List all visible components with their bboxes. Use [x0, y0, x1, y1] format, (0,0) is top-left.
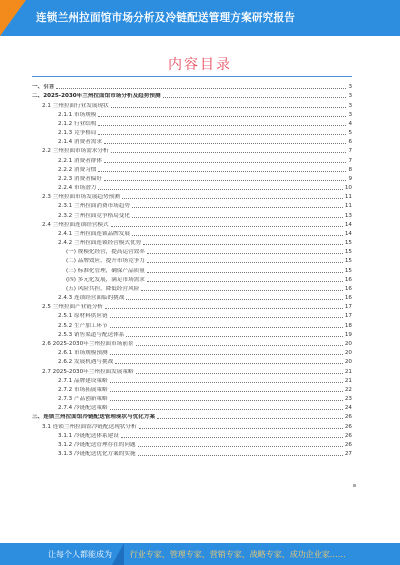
toc-entry[interactable] — [32, 128, 352, 137]
toc-entry-page: 15 — [344, 249, 352, 256]
toc-leader-dots — [126, 299, 343, 300]
toc-leader-dots — [163, 97, 347, 98]
toc-entry-page: 16 — [344, 276, 352, 283]
toc-leader-dots — [104, 180, 346, 181]
toc-leader-dots — [136, 345, 343, 346]
toc-leader-dots — [132, 207, 343, 208]
toc-entry-label: 2.5.1 原材料供应链 — [58, 313, 108, 320]
toc-entry[interactable] — [32, 119, 352, 128]
toc-entry[interactable] — [32, 256, 352, 265]
toc-entry-label: 2.7.3 产品创新策略 — [58, 396, 108, 403]
toc-entry-page: 3 — [348, 102, 352, 109]
toc-entry-page: 7 — [348, 148, 352, 155]
toc-entry-label: 2.4.2 兰州拉面连锁经营模式优势 — [58, 240, 142, 247]
toc-entry-label: 3.1.3 冷链配送优化方案的实施 — [58, 451, 136, 458]
toc-entry-page: 13 — [344, 212, 352, 219]
toc-leader-dots — [110, 391, 343, 392]
toc-leader-dots — [104, 162, 346, 163]
toc-entry-label: 2.7 2025-2030年兰州拉面发展策略 — [42, 368, 134, 375]
toc-leader-dots — [138, 455, 343, 456]
toc-leader-dots — [110, 409, 343, 410]
toc-entry-page: 27 — [344, 451, 352, 458]
toc-entry[interactable] — [32, 146, 352, 155]
toc-entry-page: 19 — [344, 331, 352, 338]
toc-entry[interactable] — [32, 82, 352, 91]
toc-entry-page: 15 — [344, 267, 352, 274]
toc-entry-label: (二) 品牌效应，提升市场竞争力 — [66, 258, 145, 265]
toc-leader-dots — [147, 281, 343, 282]
toc-entry-label: 2.1 兰州拉面行业发展现状 — [42, 102, 109, 109]
toc-entry-page: 21 — [344, 377, 352, 384]
toc-entry-label: 2.5.2 生产加工环节 — [58, 322, 108, 329]
toc-entry[interactable] — [32, 385, 352, 394]
toc-leader-dots — [98, 171, 346, 172]
toc-leader-dots — [136, 373, 343, 374]
toc-entry[interactable] — [32, 431, 352, 440]
toc-entry-page: 3 — [348, 93, 352, 100]
toc-entry-label: 3.1.1 冷链配送体系建设 — [58, 432, 119, 439]
toc-entry-page: 15 — [344, 258, 352, 265]
toc-entry-label: 3.1 连锁兰州拉面馆冷链配送现状分析 — [42, 423, 137, 430]
toc-entry[interactable] — [32, 339, 352, 348]
toc-leader-dots — [98, 125, 346, 126]
toc-entry-page: 11 — [344, 203, 352, 210]
page-marker — [353, 484, 356, 487]
toc-entry-page: 16 — [344, 285, 352, 292]
toc-entry[interactable] — [32, 155, 352, 164]
toc-entry-label: 二、2025-2030年兰州拉面馆市场分析及趋势预测 — [32, 93, 161, 100]
toc-leader-dots — [56, 88, 346, 89]
toc-leader-dots — [98, 116, 346, 117]
toc-entry-page: 5 — [348, 130, 352, 137]
toc-entry-page: 11 — [344, 194, 352, 201]
toc-entry-page: 3 — [348, 84, 352, 91]
toc-entry-page: 14 — [344, 221, 352, 228]
toc-leader-dots — [122, 198, 343, 199]
toc-entry[interactable] — [32, 137, 352, 146]
toc-leader-dots — [147, 253, 343, 254]
footer-bar — [0, 543, 400, 565]
toc-entry[interactable] — [32, 265, 352, 274]
toc-entry[interactable] — [32, 320, 352, 329]
toc-entry-page: 6 — [348, 139, 352, 146]
toc-entry-label: 2.3 兰州拉面市场发展趋势预测 — [42, 194, 120, 201]
toc-leader-dots — [111, 107, 347, 108]
toc-entry-label: 2.7.1 品牌建设策略 — [58, 377, 108, 384]
toc-entry-page: 26 — [344, 423, 352, 430]
toc-leader-dots — [98, 189, 342, 190]
toc-entry-page: 26 — [344, 432, 352, 439]
toc-leader-dots — [110, 382, 343, 383]
toc-entry-page: 8 — [348, 166, 352, 173]
toc-entry-label: 2.7.4 冷链配送策略 — [58, 405, 108, 412]
toc-entry-label: (一) 规模化经营，提高运营效率 — [66, 249, 145, 256]
toc-entry-label: 2.3.1 兰州拉面消费市场趋势 — [58, 203, 130, 210]
toc-entry-page: 7 — [348, 157, 352, 164]
toc-entry-page: 26 — [344, 441, 352, 448]
toc-heading: 内容目录 — [168, 57, 232, 73]
toc-entry-label: 2.6.2 发展机遇与挑战 — [58, 359, 114, 366]
toc-leader-dots — [111, 152, 347, 153]
toc-entry-label: 2.2.4 市场潜力 — [58, 185, 97, 192]
toc-entry[interactable] — [32, 192, 352, 201]
toc-entry-page: 26 — [344, 414, 352, 421]
toc-entry-page: 20 — [344, 350, 352, 357]
toc-entry[interactable] — [32, 275, 352, 284]
toc-entry-page: 10 — [344, 185, 352, 192]
toc-leader-dots — [105, 308, 343, 309]
toc-entry-page: 9 — [348, 175, 352, 182]
toc-leader-dots — [139, 428, 343, 429]
table-of-contents — [32, 82, 352, 458]
toc-entry-label: 2.3.2 兰州拉面竞争格局变化 — [58, 212, 130, 219]
toc-entry-page: 3 — [348, 111, 352, 118]
toc-entry[interactable] — [32, 183, 352, 192]
toc-entry[interactable] — [32, 100, 352, 109]
toc-entry-label: 2.1.1 市场规模 — [58, 111, 97, 118]
toc-entry[interactable] — [32, 394, 352, 403]
toc-entry[interactable] — [32, 247, 352, 256]
toc-entry-page: 14 — [344, 230, 352, 237]
toc-leader-dots — [110, 317, 343, 318]
toc-entry[interactable] — [32, 229, 352, 238]
toc-entry[interactable] — [32, 330, 352, 339]
toc-entry-page: 17 — [344, 304, 352, 311]
toc-entry-page: 15 — [344, 240, 352, 247]
toc-leader-dots — [104, 143, 346, 144]
toc-leader-dots — [132, 217, 343, 218]
toc-entry-label: (三) 标准化管理，确保产品质量 — [66, 267, 145, 274]
toc-entry-label: 2.1.4 消费者需求 — [58, 139, 102, 146]
toc-entry[interactable] — [32, 376, 352, 385]
toc-leader-dots — [126, 336, 343, 337]
toc-entry-label: 2.5 兰州拉面产业链分析 — [42, 304, 104, 311]
toc-leader-dots — [157, 418, 343, 419]
toc-entry-page: 21 — [344, 368, 352, 375]
toc-entry[interactable] — [32, 201, 352, 210]
toc-leader-dots — [110, 354, 343, 355]
toc-entry-label: 2.1.3 竞争格局 — [58, 130, 97, 137]
toc-entry[interactable] — [32, 311, 352, 320]
toc-leader-dots — [110, 327, 343, 328]
toc-entry[interactable] — [32, 165, 352, 174]
document-title: 连锁兰州拉面馆市场分析及冷链配送管理方案研究报告 — [36, 12, 296, 24]
toc-leader-dots — [98, 134, 346, 135]
toc-entry[interactable] — [32, 220, 352, 229]
toc-entry-label: 2.4 兰州拉面连锁经营模式 — [42, 221, 109, 228]
toc-entry[interactable] — [32, 174, 352, 183]
toc-leader-dots — [141, 290, 343, 291]
toc-entry[interactable] — [32, 440, 352, 449]
footer-expertise: 行业专家、管理专家、营销专家、战略专家、成功企业家…… — [129, 550, 346, 559]
toc-entry-label: 2.2 兰州拉面市场需求分析 — [42, 148, 109, 155]
toc-entry-label: 2.2.3 消费者偏好 — [58, 175, 102, 182]
toc-entry-label: 三、连锁兰州拉面馆冷链配送管理现状与优化方案 — [32, 414, 156, 421]
toc-entry[interactable] — [32, 449, 352, 458]
toc-entry-label: (五) 风险共担，降低经营风险 — [66, 285, 140, 292]
toc-entry[interactable] — [32, 91, 352, 100]
toc-entry-page: 22 — [344, 386, 352, 393]
toc-entry-page: 23 — [344, 396, 352, 403]
toc-entry[interactable] — [32, 366, 352, 375]
toc-entry-label: 2.2.1 消费者群体 — [58, 157, 102, 164]
toc-entry[interactable] — [32, 421, 352, 430]
toc-entry-page: 20 — [344, 340, 352, 347]
toc-entry[interactable] — [32, 412, 352, 421]
toc-entry-page: 20 — [344, 359, 352, 366]
toc-entry-page: 24 — [344, 405, 352, 412]
header-bar — [0, 0, 400, 36]
footer-slogan — [48, 549, 346, 560]
toc-entry-label: 2.6.1 市场规模预测 — [58, 350, 108, 357]
toc-entry-label: 一、引言 — [32, 84, 55, 91]
toc-entry[interactable] — [32, 110, 352, 119]
toc-entry-label: 2.7.2 市场拓展策略 — [58, 386, 108, 393]
toc-entry-label: 2.4.3 连锁经营面临的挑战 — [58, 295, 125, 302]
toc-leader-dots — [111, 226, 343, 227]
footer-prefix: 让每个人都能成为 — [48, 550, 112, 559]
toc-leader-dots — [147, 272, 343, 273]
toc-entry-label: (四) 多元化发展，满足市场需求 — [66, 276, 145, 283]
toc-leader-dots — [110, 400, 343, 401]
toc-entry[interactable] — [32, 302, 352, 311]
toc-divider — [32, 76, 352, 77]
toc-leader-dots — [143, 244, 343, 245]
toc-entry-label: 2.4.1 兰州拉面连锁品牌发展 — [58, 230, 130, 237]
toc-entry[interactable] — [32, 293, 352, 302]
toc-entry[interactable] — [32, 284, 352, 293]
toc-leader-dots — [121, 437, 343, 438]
toc-entry-label: 3.1.2 冷链配送管理存在的问题 — [58, 441, 136, 448]
header-accent-triangle — [0, 0, 26, 36]
toc-entry[interactable] — [32, 348, 352, 357]
toc-entry-label: 2.5.3 销售渠道与配送体系 — [58, 331, 125, 338]
toc-entry-label: 2.6 2025-2030年兰州拉面市场前景 — [42, 340, 134, 347]
toc-leader-dots — [132, 235, 343, 236]
toc-entry-label: 2.1.2 行业结构 — [58, 120, 97, 127]
toc-entry-page: 18 — [344, 322, 352, 329]
toc-entry-page: 4 — [348, 120, 352, 127]
toc-entry-label: 2.2.2 消费习惯 — [58, 166, 97, 173]
toc-entry[interactable] — [32, 403, 352, 412]
toc-entry-page: 16 — [344, 295, 352, 302]
toc-leader-dots — [115, 363, 343, 364]
toc-entry-page: 17 — [344, 313, 352, 320]
toc-entry[interactable] — [32, 238, 352, 247]
toc-leader-dots — [138, 446, 343, 447]
toc-entry[interactable] — [32, 210, 352, 219]
toc-leader-dots — [147, 262, 343, 263]
toc-entry[interactable] — [32, 357, 352, 366]
